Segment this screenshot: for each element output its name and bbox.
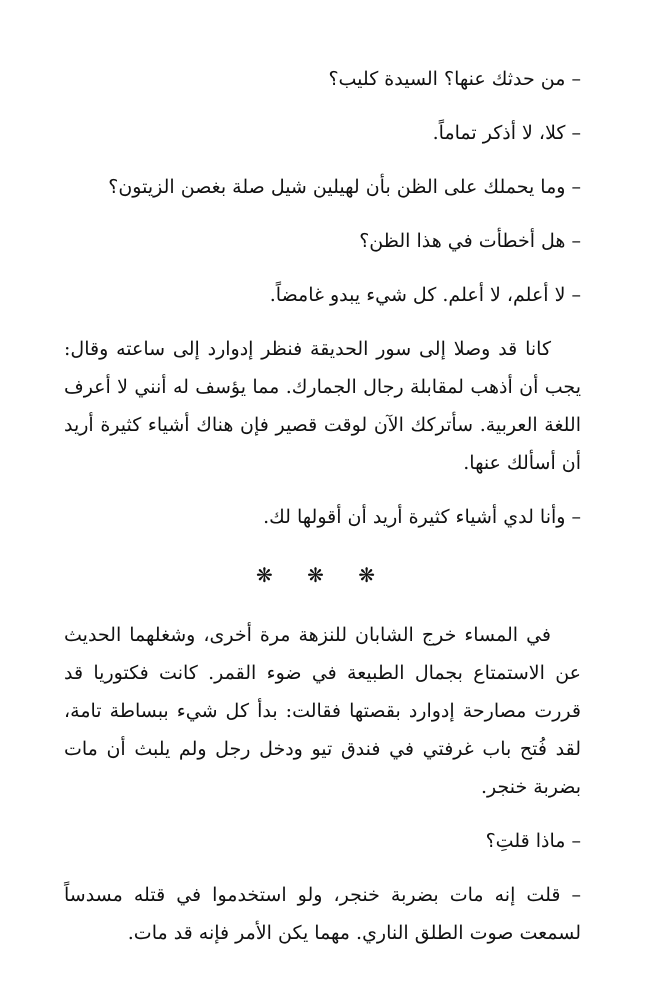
narrative-paragraph: كانا قد وصلا إلى سور الحديقة فنظر إدوارد إلى ساعته وقال: يجب أن أذهب لمقابلة رجال الجمارك. مما يؤسف له أنني لا أعرف اللغة العربية. سأتركك الآن لوقت قصير فإن هناك أشياء كثيرة أريد أن أسألك عنها. bbox=[64, 338, 581, 474]
narrative-paragraph: في المساء خرج الشابان للنزهة مرة أخرى، وشغلهما الحديث عن الاستمتاع بجمال الطبيعة في ضوء القمر. كانت فكتوريا قد قررت مصارحة إدوارد بقصتها فقالت: بدأ كل شيء ببساطة تامة، لقد فُتح باب غرفتي في فندق تيو ودخل رجل ولم يلبث أن مات بضربة خنجر. bbox=[64, 624, 581, 798]
dialogue-line: – هل أخطأت في هذا الظن؟ bbox=[359, 230, 581, 252]
dialogue-line: – لا أعلم، لا أعلم. كل شيء يبدو غامضاً. bbox=[269, 284, 581, 306]
dialogue-line: – وما يحملك على الظن بأن لهيلين شيل صلة بغصن الزيتون؟ bbox=[108, 176, 581, 198]
dialogue-line: – من حدثك عنها؟ السيدة كليب؟ bbox=[328, 68, 581, 90]
book-page bbox=[64, 60, 581, 952]
dialogue-line: – وأنا لدي أشياء كثيرة أريد أن أقولها لك. bbox=[263, 506, 581, 528]
dialogue-line: – ماذا قلتِ؟ bbox=[485, 830, 581, 852]
dialogue-line: – كلا، لا أذكر تماماً. bbox=[432, 122, 581, 144]
dialogue-line: – قلت إنه مات بضربة خنجر، ولو استخدموا في قتله مسدساً لسمعت صوت الطلق الناري. مهما يكن الأمر فإنه قد مات. bbox=[64, 884, 581, 944]
section-separator: ❋ ❋ ❋ bbox=[256, 563, 389, 587]
